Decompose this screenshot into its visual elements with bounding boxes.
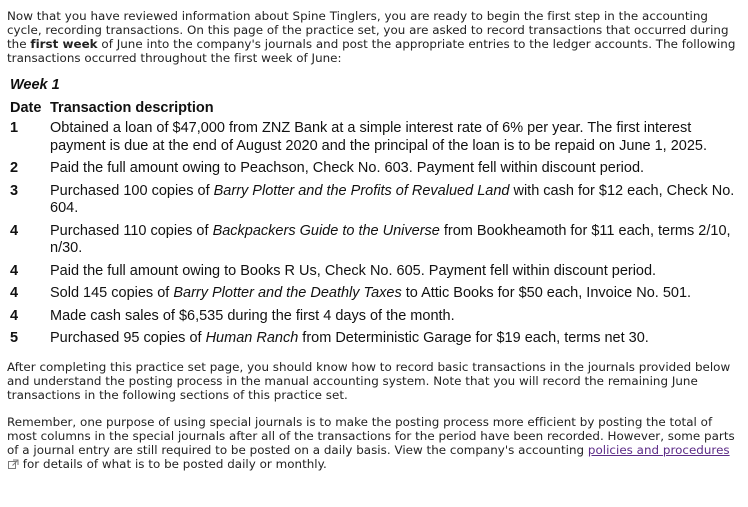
after-paragraph: After completing this practice set page, you should know how to record basic transactions in the journals provided below and understand the posting process in the manual accounting system. Note that you will record the remaining June transactions in the following sections of this practice set. (7, 359, 731, 402)
transactions-table (10, 100, 740, 353)
transaction-description (50, 285, 740, 308)
table-row (10, 263, 740, 286)
transaction-description: Obtained a loan of $47,000 from ZNZ Bank at a simple interest rate of 6% per year. The first interest payment is due at the end of August 2020 and the principal of the loan is to be repaid on June 1, 2025. (50, 120, 708, 154)
table-row (10, 120, 740, 160)
transaction-date: 2 (10, 160, 19, 176)
transaction-date: 4 (10, 222, 19, 239)
intro-bold-text: first week (30, 37, 98, 51)
transaction-description: Paid the full amount owing to Books R Us, Check No. 605. Payment fell within discount period. (50, 262, 657, 279)
table-row (10, 223, 740, 263)
description-text: Purchased 95 copies of (50, 330, 206, 346)
transaction-description (50, 183, 740, 223)
description-column-header: Transaction description (50, 100, 214, 116)
external-link-icon[interactable] (8, 459, 19, 469)
transaction-date: 4 (10, 262, 19, 279)
description-text: to Attic Books for $50 each, Invoice No. 501. (401, 285, 692, 301)
transaction-date: 5 (10, 330, 19, 346)
reminder-text-end: for details of what is to be posted daily or monthly. (19, 456, 327, 471)
transaction-description (50, 330, 740, 353)
reminder-paragraph (7, 415, 740, 471)
intro-text-start: Now that you have reviewed information about Spine Tinglers, you are ready to begin the first step in the accounting cycle, recording transactions. On this page of the practice set, you are asked to record transactions that occurred during the (7, 9, 729, 51)
intro-paragraph (7, 9, 740, 65)
description-text: from Deterministic Garage for $19 each, terms net 30. (298, 330, 649, 346)
book-title: Backpackers Guide to the Universe (212, 222, 440, 239)
date-column-header: Date (10, 100, 42, 116)
transactions-body (10, 120, 740, 353)
description-text: Purchased 100 copies of (50, 182, 214, 199)
table-row (10, 183, 740, 223)
table-row (10, 308, 740, 331)
transaction-date: 1 (10, 120, 19, 136)
intro-text-end: of June into the company's journals and post the appropriate entries to the ledger accounts. The following transactions occurred throughout the first week of June: (7, 37, 736, 65)
transaction-description: Paid the full amount owing to Peachson, Check No. 603. Payment fell within discount period. (50, 160, 645, 176)
transaction-date: 4 (10, 307, 19, 324)
transaction-date: 3 (10, 182, 19, 199)
description-text: from Bookheamoth for $11 each, terms 2/10, n/30. (50, 222, 731, 256)
table-row (10, 330, 740, 353)
description-text: Purchased 110 copies of (50, 222, 213, 239)
reminder-text-start: Remember, one purpose of using special journals is to make the posting process more efficient by posting the total of most columns in the special journals after all of the transactions for the period have been recorded. However, some parts of a journal entry are still required to be posted on a daily basis. View the company's accounting (7, 414, 735, 457)
transaction-date: 4 (10, 285, 19, 301)
description-text: Sold 145 copies of (50, 285, 174, 301)
book-title: Barry Plotter and the Profits of Revalued Land (213, 182, 510, 199)
description-text: with cash for $12 each, Check No. 604. (50, 182, 735, 216)
table-header-row (10, 100, 740, 120)
transaction-description: Made cash sales of $6,535 during the first 4 days of the month. (50, 307, 455, 324)
policies-procedures-link[interactable]: policies and procedures (587, 442, 730, 457)
week-title: Week 1 (10, 77, 60, 93)
book-title: Human Ranch (205, 330, 299, 346)
table-row (10, 160, 740, 183)
book-title: Barry Plotter and the Deathly Taxes (173, 285, 402, 301)
transaction-description (50, 223, 740, 263)
table-row (10, 285, 740, 308)
